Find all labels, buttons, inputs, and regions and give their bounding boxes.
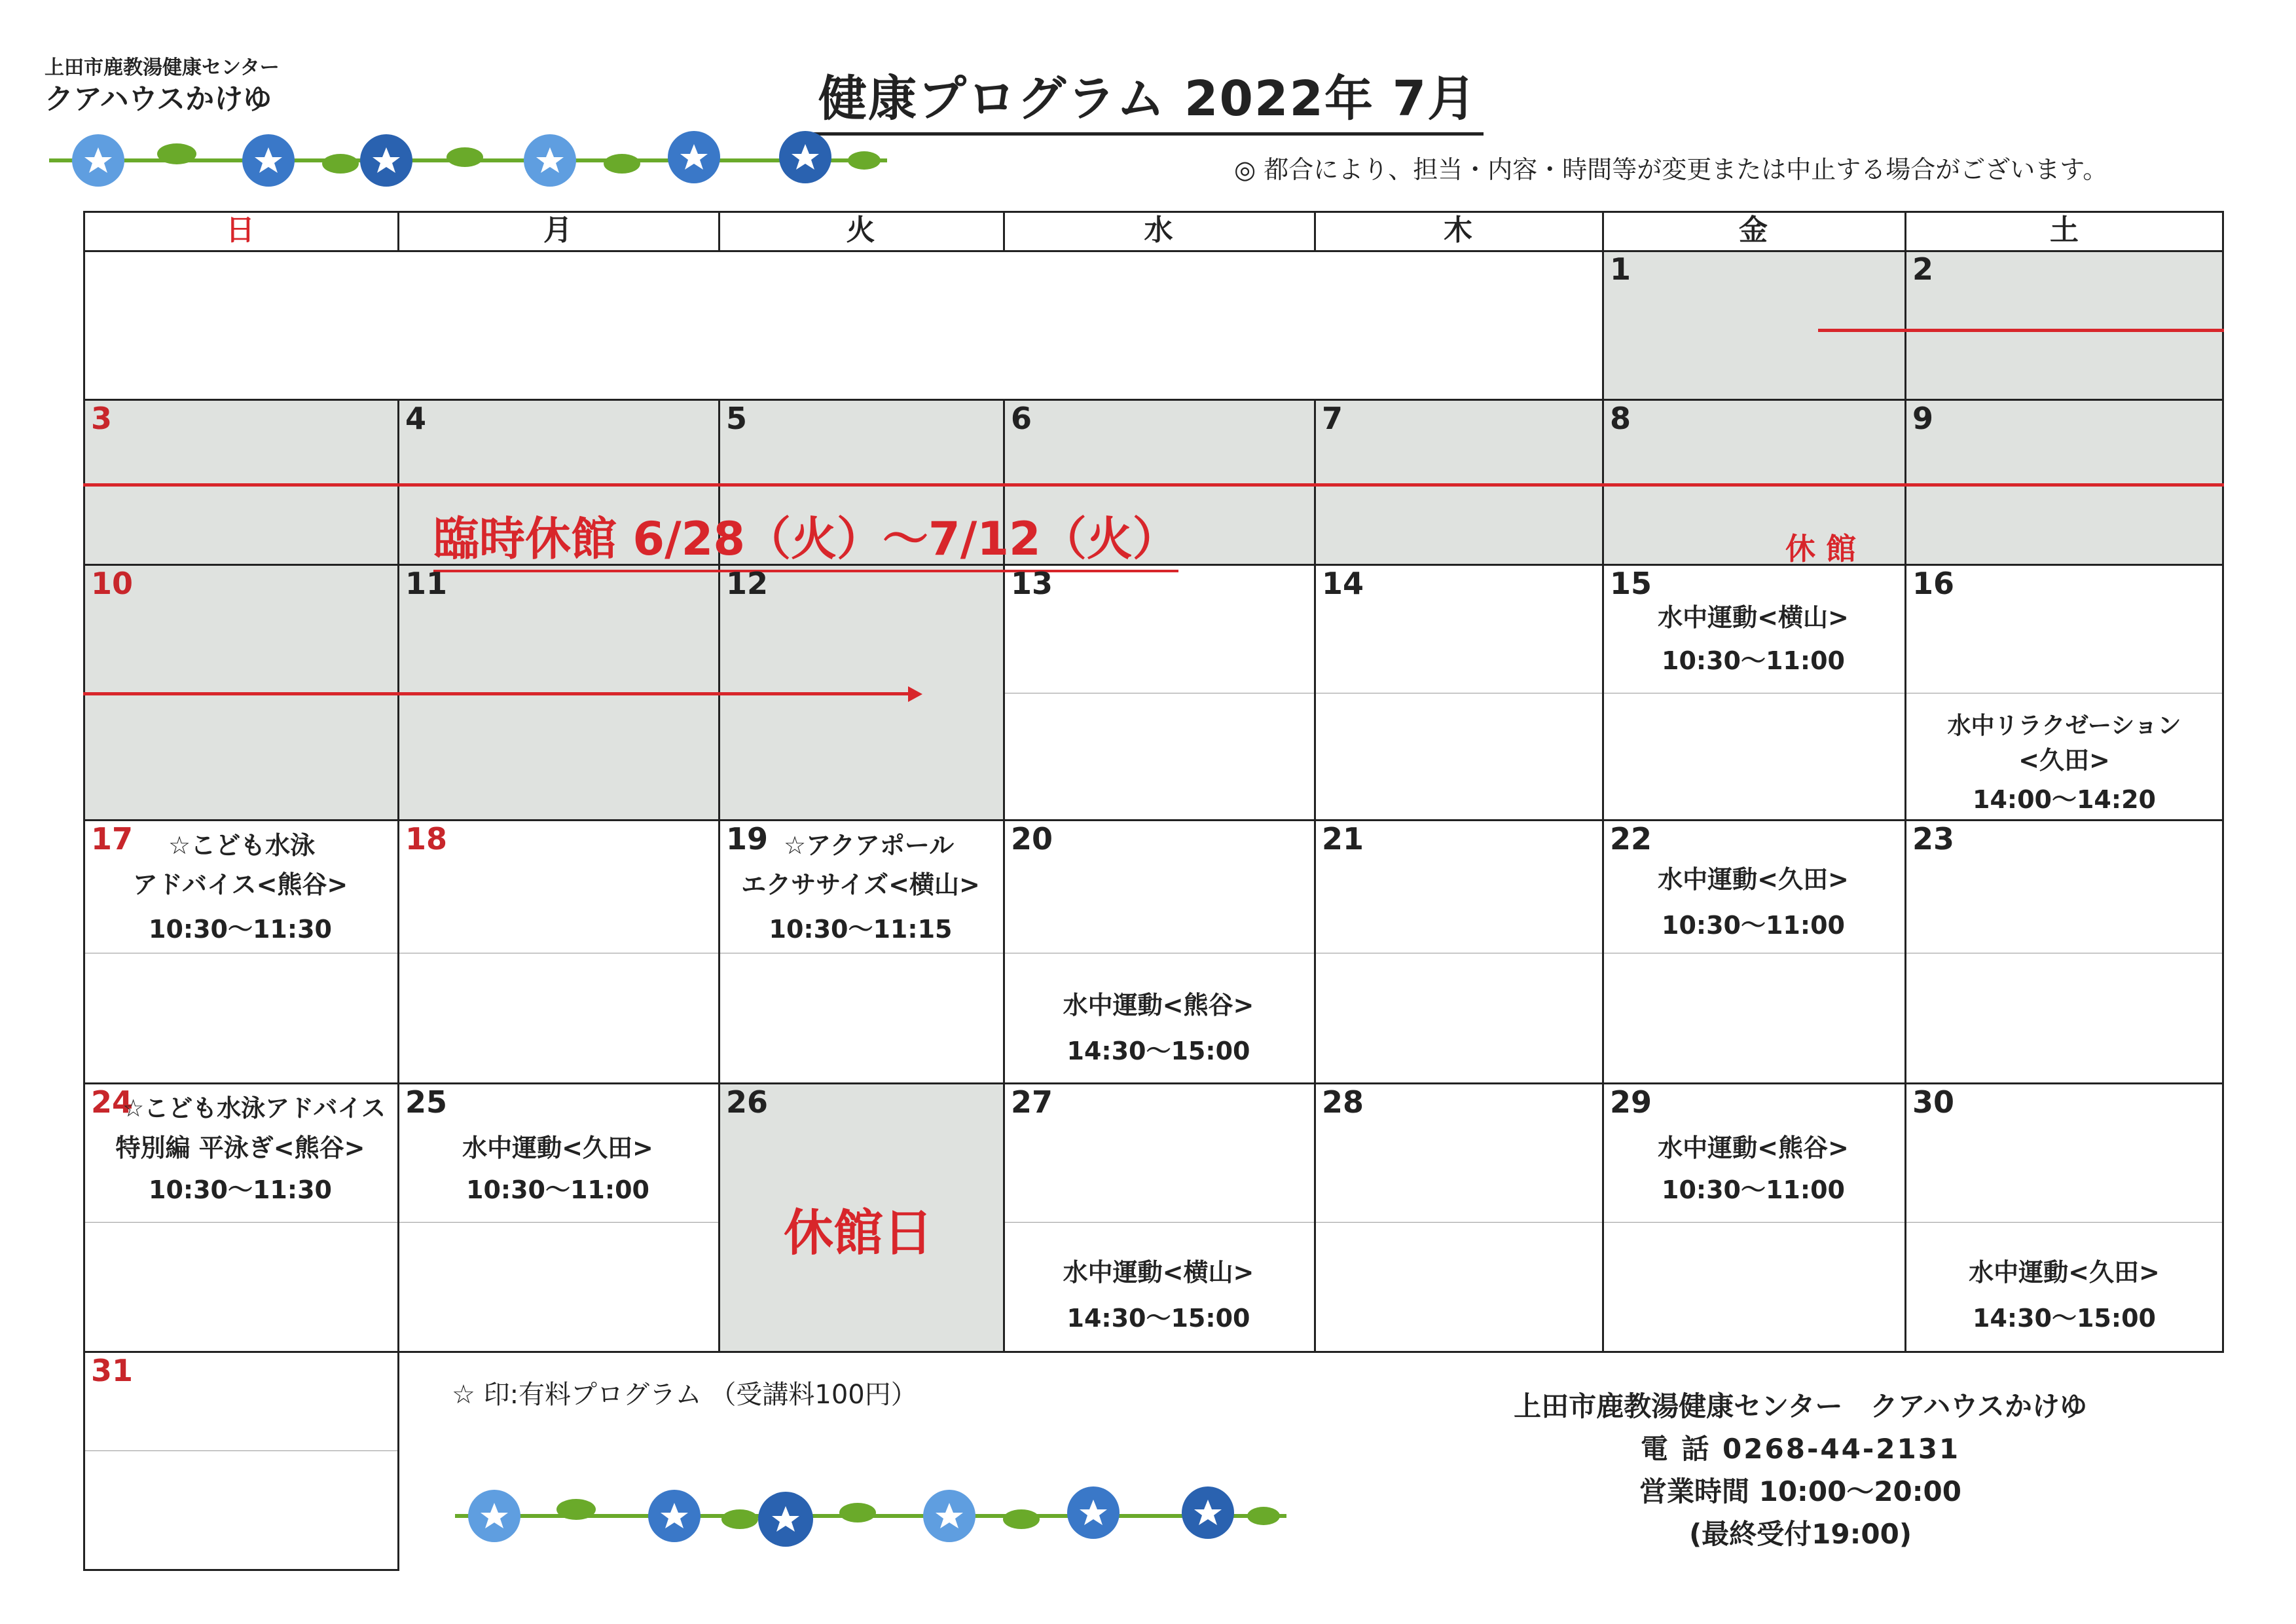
row-divider <box>1003 1222 2224 1223</box>
program-time: 10:30〜11:30 <box>149 915 332 944</box>
program-time: 10:30〜11:00 <box>1662 911 1845 940</box>
last-entry: (最終受付19:00) <box>1688 1518 1912 1550</box>
program-title: 水中運動<横山> <box>1658 603 1849 632</box>
program-17 <box>83 821 397 952</box>
page-title: 健康プログラム 2022年 7月 <box>812 60 1484 136</box>
weekday-wed: 水 <box>1144 213 1173 247</box>
day-13: 13 <box>1011 566 1053 601</box>
flower-icon <box>1067 1486 1120 1539</box>
grid-line <box>397 211 399 250</box>
morning-glory-vine-top <box>46 124 890 196</box>
row-divider <box>83 1450 397 1451</box>
facility-name: クアハウスかけゆ <box>45 83 272 116</box>
closed-day-label: 休館日 <box>784 1204 933 1262</box>
program-title: ☆こども水泳 <box>168 831 316 860</box>
day-12: 12 <box>726 566 769 601</box>
program-title: エクササイズ<横山> <box>741 870 980 899</box>
leaf-icon <box>322 154 359 174</box>
day-2: 2 <box>1912 251 1934 287</box>
program-title: 水中運動<久田> <box>1969 1258 2160 1287</box>
day-24: 24 <box>91 1084 134 1120</box>
leaf-icon <box>1003 1509 1040 1529</box>
day-31: 31 <box>91 1353 134 1388</box>
flower-icon <box>758 1492 813 1547</box>
day-30: 30 <box>1912 1084 1955 1120</box>
day-1: 1 <box>1610 251 1631 287</box>
leaf-icon <box>839 1503 876 1522</box>
day-9: 9 <box>1912 401 1934 436</box>
day-16: 16 <box>1912 566 1955 601</box>
leaf-icon <box>556 1499 596 1520</box>
day-4: 4 <box>405 401 427 436</box>
flower-icon <box>779 131 831 183</box>
flower-icon <box>648 1490 701 1542</box>
flower-icon <box>524 134 576 187</box>
program-title: ☆こども水泳アドバイス <box>122 1094 386 1122</box>
closure-line <box>83 483 2224 487</box>
day-8: 8 <box>1610 401 1631 436</box>
program-29 <box>1602 1128 1904 1219</box>
program-title: 水中運動<熊谷> <box>1063 991 1254 1020</box>
grid-line <box>83 250 2224 252</box>
weekday-tue: 火 <box>846 213 875 247</box>
flower-icon <box>468 1490 520 1542</box>
day-25: 25 <box>405 1084 448 1120</box>
program-time: 10:30〜11:15 <box>769 915 953 944</box>
business-hours: 営業時間 10:00〜20:00 <box>1639 1475 1961 1507</box>
program-title: 特別編 平泳ぎ<熊谷> <box>115 1134 365 1162</box>
program-19 <box>718 821 1003 952</box>
day-7: 7 <box>1322 401 1343 436</box>
program-title: 水中運動<久田> <box>462 1134 653 1162</box>
program-15 <box>1602 597 1904 689</box>
grid-line <box>83 1569 397 1571</box>
flower-icon <box>1182 1486 1234 1539</box>
program-time: 14:00〜14:20 <box>1973 785 2156 814</box>
contact-phone: 電 話 0268-44-2131 <box>1640 1433 1961 1465</box>
weekday-sun: 日 <box>226 213 255 247</box>
day-29: 29 <box>1610 1084 1652 1120</box>
flower-icon <box>360 134 412 187</box>
day-11: 11 <box>405 566 448 601</box>
day-18: 18 <box>405 821 448 857</box>
day-6: 6 <box>1011 401 1032 436</box>
leaf-icon <box>721 1509 758 1529</box>
leaf-icon <box>157 143 196 164</box>
program-instructor: <久田> <box>2018 746 2110 775</box>
closed-cell-1 <box>1602 250 1904 399</box>
grid-line <box>83 399 2224 401</box>
closure-line <box>83 692 911 695</box>
weekday-thu: 木 <box>1444 213 1472 247</box>
leaf-icon <box>1247 1507 1280 1525</box>
grid-line <box>83 1351 2224 1353</box>
program-title: 水中運動<久田> <box>1658 865 1849 894</box>
day-26: 26 <box>726 1084 769 1120</box>
program-24 <box>83 1084 397 1215</box>
program-title: 水中運動<熊谷> <box>1658 1134 1849 1162</box>
program-time: 10:30〜11:00 <box>466 1175 649 1204</box>
day-5: 5 <box>726 401 748 436</box>
contact-name: 上田市鹿教湯健康センター クアハウスかけゆ <box>1514 1390 2087 1422</box>
grid-line <box>83 819 2224 821</box>
day-15: 15 <box>1610 566 1652 601</box>
program-time: 14:30〜15:00 <box>1973 1304 2156 1333</box>
program-title: 水中リラクゼーション <box>1947 712 2181 739</box>
program-25 <box>397 1128 718 1219</box>
program-time: 14:30〜15:00 <box>1066 1037 1250 1065</box>
arrow-head-icon <box>908 686 922 702</box>
flower-icon <box>923 1490 975 1542</box>
day-28: 28 <box>1322 1084 1364 1120</box>
day-22: 22 <box>1610 821 1652 857</box>
closure-line <box>1818 329 2224 332</box>
leaf-icon <box>604 154 640 174</box>
row-divider <box>83 1222 718 1223</box>
leaf-icon <box>446 147 483 167</box>
temporary-closure-notice: 臨時休館 6/28（火）〜7/12（火） <box>433 502 1178 572</box>
program-title: 水中運動<横山> <box>1063 1258 1254 1287</box>
day-21: 21 <box>1322 821 1364 857</box>
leaf-icon <box>848 151 881 170</box>
grid-line <box>1314 399 1316 1351</box>
weekday-mon: 月 <box>543 213 572 247</box>
program-title: アドバイス<熊谷> <box>132 870 348 899</box>
program-30 <box>1904 1252 2224 1344</box>
closed-label: 休 館 <box>1785 531 1857 566</box>
weekday-fri: 金 <box>1739 213 1768 247</box>
closed-cell-2 <box>1904 250 2224 399</box>
grid-line <box>83 1082 2224 1084</box>
day-14: 14 <box>1322 566 1364 601</box>
program-time: 14:30〜15:00 <box>1066 1304 1250 1333</box>
day-17: 17 <box>91 821 134 857</box>
morning-glory-vine-bottom <box>452 1480 1290 1552</box>
day-10: 10 <box>91 566 134 601</box>
grid-line <box>718 211 720 250</box>
grid-line <box>1003 211 1005 250</box>
grid-line <box>83 211 2224 213</box>
closed-cell-10-12 <box>83 564 1003 819</box>
paid-program-note: ☆ 印:有料プログラム （受講料100円） <box>452 1380 917 1410</box>
day-20: 20 <box>1011 821 1053 857</box>
weekday-sat: 土 <box>2050 213 2079 247</box>
flower-icon <box>72 134 124 187</box>
organization-name: 上田市鹿教湯健康センター <box>45 56 280 79</box>
change-notice: ◎ 都合により、担当・内容・時間等が変更または中止する場合がございます。 <box>1234 155 2108 184</box>
grid-line <box>1314 211 1316 250</box>
program-22 <box>1602 859 1904 951</box>
program-20 <box>1003 985 1314 1077</box>
program-27 <box>1003 1252 1314 1344</box>
flower-icon <box>668 131 720 183</box>
program-time: 10:30〜11:00 <box>1662 1175 1845 1204</box>
flower-icon <box>242 134 295 187</box>
program-time: 10:30〜11:00 <box>1662 646 1845 675</box>
day-19: 19 <box>726 821 769 857</box>
program-title: ☆アクアポール <box>784 831 955 860</box>
day-27: 27 <box>1011 1084 1053 1120</box>
calendar-grid <box>83 211 2224 1569</box>
program-time: 10:30〜11:30 <box>149 1175 332 1204</box>
program-16 <box>1904 707 2224 819</box>
day-3: 3 <box>91 401 113 436</box>
grid-line <box>397 399 399 1571</box>
day-23: 23 <box>1912 821 1955 857</box>
